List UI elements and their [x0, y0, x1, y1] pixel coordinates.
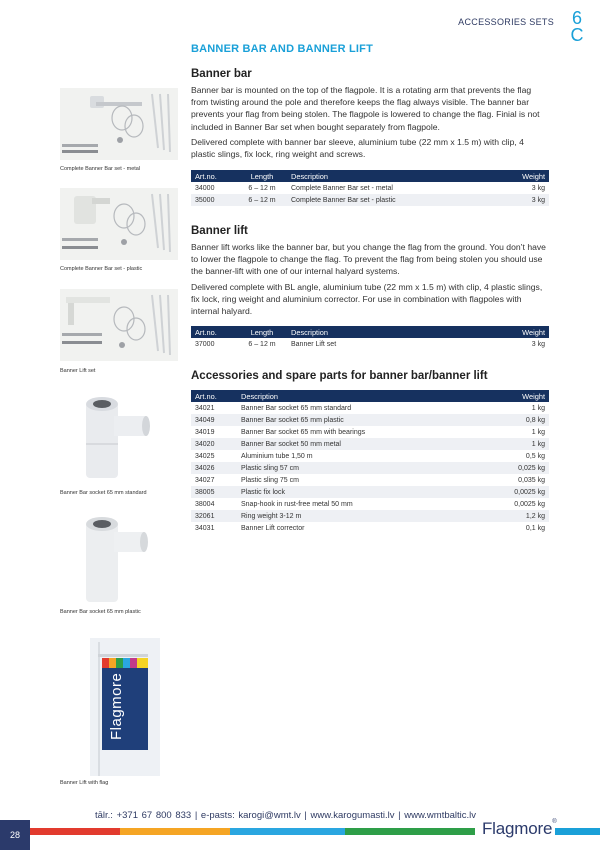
- cell-art-no: 34031: [195, 524, 215, 532]
- banner-lift-photo: [60, 289, 178, 361]
- cell-weight: 0,0025 kg: [514, 500, 545, 508]
- cell-weight: 3 kg: [531, 340, 545, 348]
- cell-description: Ring weight 3-12 m: [237, 510, 491, 522]
- banner-bar-paragraph-2: Delivered complete with banner bar sleeve, aluminium tube (22 mm x 1.5 m) with clip, 4 plastic slings, fix lock, ring weight and screws.: [191, 136, 524, 160]
- table-row: [191, 486, 549, 498]
- col-length: Length: [237, 326, 287, 338]
- footer-color-bar-green: [345, 828, 475, 835]
- cell-art-no: 34027: [195, 476, 215, 484]
- col-art-no: Art.no.: [191, 170, 237, 182]
- table-row: [191, 450, 549, 462]
- caption-lift-with-flag: Banner Lift with flag: [60, 780, 109, 786]
- page-title: BANNER BAR AND BANNER LIFT: [191, 43, 374, 55]
- caption-lift-set: Banner Lift set: [60, 368, 96, 374]
- cell-description: Complete Banner Bar set - metal: [291, 184, 393, 192]
- col-description: Description: [237, 390, 491, 402]
- caption-socket-plastic: Banner Bar socket 65 mm plastic: [60, 609, 141, 615]
- cell-weight: 1 kg: [531, 428, 545, 436]
- chapter-marker: [570, 10, 584, 44]
- cell-description: Plastic sling 57 cm: [237, 462, 491, 474]
- cell-description: Banner Bar socket 50 mm metal: [237, 438, 491, 450]
- cell-weight: 0,8 kg: [491, 414, 549, 426]
- cell-art-no: 38004: [195, 500, 215, 508]
- cell-art-no: 34000: [195, 184, 215, 192]
- cell-weight: 3 kg: [501, 194, 549, 206]
- table-row: [191, 498, 549, 510]
- cell-art-no: 34026: [191, 462, 237, 474]
- caption-metal-set: Complete Banner Bar set - metal: [60, 166, 141, 172]
- table-row: [191, 194, 549, 206]
- cell-description: Banner Lift set: [291, 340, 337, 348]
- col-description: Description: [287, 326, 501, 338]
- caption-plastic-set: Complete Banner Bar set - plastic: [60, 266, 143, 272]
- banner-bar-paragraph-1: Banner bar is mounted on the top of the flagpole. It is a rotating arm that prevents the flag from twisting around the pole and therefore keeps the flag always visible. The banner bar prevents your flag from being stolen. The flagpole is lowered to change the flag. Finial is not included in Banner Bar set when bought separately from flagpole.: [191, 85, 540, 132]
- accessories-rows: [191, 402, 549, 534]
- cell-weight: 0,5 kg: [525, 452, 545, 460]
- caption-socket-standard: Banner Bar socket 65 mm standard: [60, 490, 147, 496]
- banner-bar-plastic-photo: [60, 188, 178, 260]
- cell-weight: 0,0025 kg: [491, 486, 549, 498]
- col-length: Length: [237, 170, 287, 182]
- banner-lift-table: [191, 326, 549, 350]
- table-row: [191, 402, 549, 414]
- chapter-letter: C: [570, 25, 584, 45]
- cell-description: Plastic sling 75 cm: [241, 476, 299, 484]
- col-art-no: Art.no.: [191, 326, 237, 338]
- table-row: [191, 182, 549, 194]
- banner-bar-metal-photo: [60, 88, 178, 160]
- socket-standard-photo: [84, 392, 154, 482]
- banner-lift-heading: Banner lift: [191, 225, 248, 237]
- chapter-number: 6: [571, 8, 582, 28]
- footer-color-bar-red: [30, 828, 120, 835]
- cell-weight: 1 kg: [491, 438, 549, 450]
- section-label: ACCESSORIES SETS: [458, 17, 554, 27]
- footer-color-bar-orange: [120, 828, 230, 835]
- cell-art-no: 37000: [195, 340, 215, 348]
- banner-lift-paragraph-1: Banner lift works like the banner bar, but you change the flag from the ground. You don’t have to lower the flagpole to change the flag. To prevent the flag from being stolen you should use the banner-lift with one of our internal halyard systems.: [191, 242, 546, 277]
- accessories-table: [191, 390, 549, 534]
- flagmore-logo: Flagmore®: [482, 819, 557, 838]
- cell-art-no: 34049: [191, 414, 237, 426]
- table-row: [191, 426, 549, 438]
- page-number: 28: [0, 820, 30, 850]
- col-weight: Weight: [501, 170, 549, 182]
- col-art-no: Art.no.: [191, 390, 237, 402]
- cell-art-no: 34025: [195, 452, 215, 460]
- logo-text: Flagmore: [482, 819, 553, 838]
- col-description: Description: [287, 170, 501, 182]
- table-row: [191, 338, 549, 350]
- cell-description: Banner Lift corrector: [241, 524, 305, 532]
- col-weight: Weight: [491, 390, 549, 402]
- cell-description: Plastic fix lock: [237, 486, 491, 498]
- cell-length: 6 – 12 m: [248, 184, 276, 192]
- banner-bar-heading: Banner bar: [191, 68, 252, 80]
- cell-weight: 0,035 kg: [518, 476, 545, 484]
- table-row: [191, 522, 549, 534]
- col-weight: Weight: [501, 326, 549, 338]
- cell-description: Snap-hook in rust-free metal 50 mm: [241, 500, 353, 508]
- cell-art-no: 34021: [195, 404, 215, 412]
- banner-lift-section: [191, 225, 549, 317]
- banner-lift-paragraph-2: Delivered complete with BL angle, aluminium tube (22 mm x 1.5 m) with clip, 4 plastic slings, fix lock, ring weight and aluminium corrector. For use in combination with flagpoles with internal halyard.: [191, 281, 543, 317]
- banner-bar-section: [191, 68, 549, 160]
- flag-brand-text: Flagmore: [108, 672, 125, 740]
- table-row: [191, 474, 549, 486]
- cell-description: Complete Banner Bar set - plastic: [287, 194, 501, 206]
- footer-contact: tālr.: +371 67 800 833 | e-pasts: karogi@wmt.lv | www.karogumasti.lv | www.wmtbaltic.lv: [95, 810, 477, 821]
- table-header-row: [191, 326, 549, 338]
- cell-art-no: 34020: [191, 438, 237, 450]
- footer-color-bar-blue: [230, 828, 345, 835]
- cell-weight: 3 kg: [531, 184, 545, 192]
- table-row: [191, 414, 549, 426]
- banner-bar-table: [191, 170, 549, 206]
- accessories-heading: Accessories and spare parts for banner bar/banner lift: [191, 370, 488, 382]
- cell-art-no: 34019: [195, 428, 215, 436]
- cell-length: 6 – 12 m: [248, 340, 276, 348]
- cell-description: Banner Bar socket 65 mm plastic: [237, 414, 491, 426]
- socket-plastic-photo: [84, 512, 154, 607]
- cell-description: Aluminium tube 1,50 m: [241, 452, 313, 460]
- cell-weight: 1,2 kg: [491, 510, 549, 522]
- table-header-row: [191, 390, 549, 402]
- cell-weight: 1 kg: [531, 404, 545, 412]
- accessories-section: [191, 370, 549, 382]
- cell-art-no: 38005: [191, 486, 237, 498]
- banner-lift-flag-photo: [90, 638, 160, 776]
- cell-description: Banner Bar socket 65 mm with bearings: [241, 428, 366, 436]
- cell-description: Banner Bar socket 65 mm standard: [241, 404, 352, 412]
- cell-weight: 0,025 kg: [491, 462, 549, 474]
- cell-art-no: 35000: [191, 194, 237, 206]
- footer-color-bar-cyan: [555, 828, 600, 835]
- table-header-row: [191, 170, 549, 182]
- table-row: [191, 510, 549, 522]
- cell-art-no: 32061: [191, 510, 237, 522]
- cell-length: 6 – 12 m: [237, 194, 287, 206]
- table-row: [191, 462, 549, 474]
- cell-weight: 0,1 kg: [525, 524, 545, 532]
- table-row: [191, 438, 549, 450]
